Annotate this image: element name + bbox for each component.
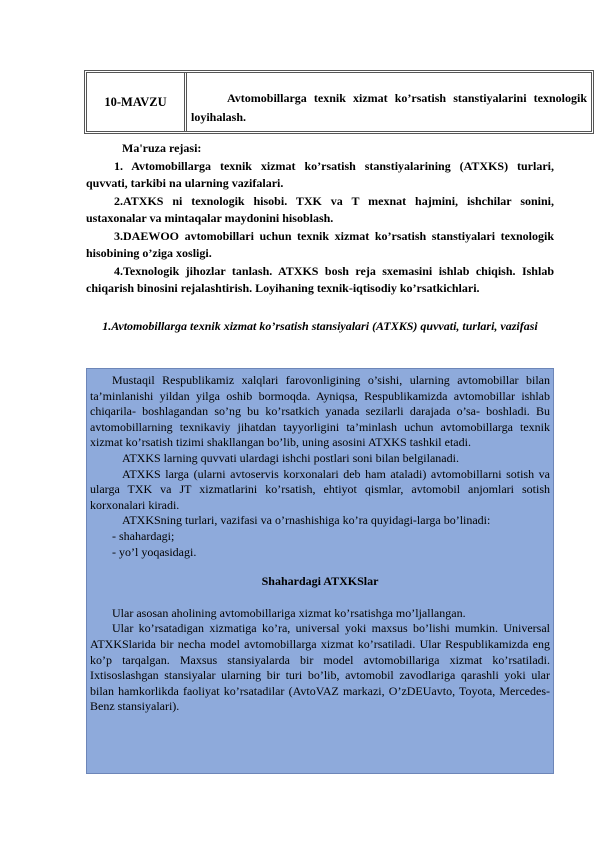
paragraph: Mustaqil Respublikamiz xalqlari farovonligining o’sishi, ularning avtomobillar bilan ta’minlanishi yildan yilga oshib bormoqda. Ayniqsa, Respublikamizda avtomobillar ishlab chiqarila- boshlagandan so’ng bu ko’rsatkich yanada sezilarli darajada o’sa- boshladi. Bu avtomobillarning texnikaviy jihatdan tayyorligini ta’minlash uchun avtomobillarga texnik xizmat ko’rsatish tizimi shakllangan bo’lib, uning asosini ATXKS tashkil etadi. [90, 373, 550, 450]
subsection-title: Shahardagi ATXKSlar [261, 574, 379, 589]
content-box [86, 368, 554, 774]
plan-title: Ma'ruza rejasi: [122, 141, 202, 155]
plan-item: 3.DAEWOO avtomobillari uchun texnik xizmat ko’rsatish stanstiyalari texnologik hisobining o’ziga xosligi. [86, 228, 554, 260]
paragraph: ATXKS larga (ularni avtoservis korxonalari deb ham ataladi) avtomobillarni sotish va ularga TXK va JT xizmatlarini ko’rsatish, ehtiyot qismlar, avtomobil anjomlari sotish korxonalari kiradi. [90, 466, 550, 512]
paragraph: ATXKS larning quvvati ulardagi ishchi postlari soni bilan belgilanadi. [122, 450, 459, 465]
lecture-plan [86, 140, 554, 298]
list-item: - yo’l yoqasidagi. [112, 544, 197, 559]
topic-title: Avtomobillarga texnik xizmat ko’rsatish stanstiyalarini texnologik loyihalash. [191, 91, 587, 124]
paragraph: Ular asosan aholining avtomobillariga xizmat ko’rsatishga mo’ljallangan. [112, 605, 466, 620]
paragraph: ATXKSning turlari, vazifasi va o’rnashishiga ko’ra quyidagi-larga bo’linadi: [122, 513, 491, 528]
topic-header-table [84, 70, 594, 134]
plan-item: 4.Texnologik jihozlar tanlash. ATXKS bosh reja sxemasini ishlab chiqish. Ishlab chiqarish binosini rejalashtirish. Loyihaning texnik-iqtisodiy ko’rsatkichlari. [86, 263, 554, 295]
paragraph: Ular ko’rsatadigan xizmatiga ko’ra, universal yoki maxsus bo’lishi mumkin. Universal ATXKSlarida bir necha model avtomobillarga xizmat ko’rsatiladi. Ular Respublikamizda eng ko’p tarqalgan. Maxsus stansiyalarda bir model avtomobillariga xizmat ko’rsatiladi. Ixtisoslashgan stansiyalar ularning bir turi bo’lib, avtomobil zavodlariga qarashli yoki ular bilan hamkorlikda faoliyat ko’rsatadilar (AvtoVAZ markazi, O’zDEUavto, Toyota, Mercedes-Benz stansiyalari). [90, 621, 550, 714]
section-title: 1.Avtomobillarga texnik xizmat ko’rsatish stansiyalari (ATXKS) quvvati, turlari, vazifasi [102, 319, 538, 333]
plan-item: 2.ATXKS ni texnologik hisobi. TXK va T mexnat hajmini, ishchilar sonini, ustaxonalar va mintaqalar maydonini hisoblash. [86, 193, 554, 225]
topic-label: 10-MAVZU [87, 73, 187, 131]
plan-item: 1. Avtomobillarga texnik xizmat ko’rsatish stanstiyalarining (ATXKS) turlari, quvvati, tarkibi na ularning vazifalari. [86, 158, 554, 190]
list-item: - shahardagi; [112, 528, 175, 543]
